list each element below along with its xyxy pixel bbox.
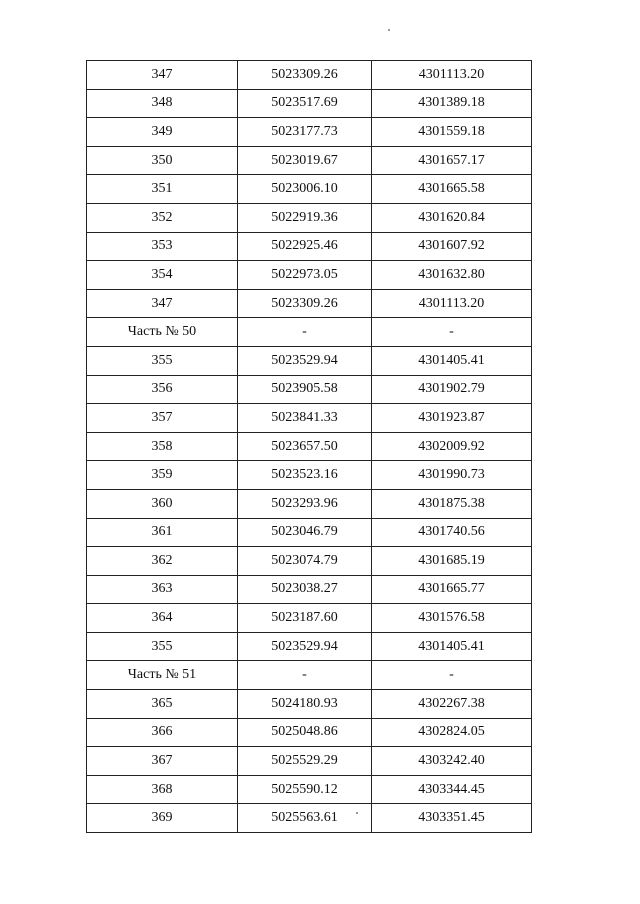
x-coordinate-cell: 5023529.94 <box>238 346 372 375</box>
x-coordinate-cell: 5023517.69 <box>238 89 372 118</box>
y-coordinate-cell: 4301902.79 <box>372 375 532 404</box>
y-coordinate-cell: 4301389.18 <box>372 89 532 118</box>
x-coordinate-cell: - <box>238 661 372 690</box>
point-number-cell: 352 <box>87 203 238 232</box>
y-coordinate-cell: 4301923.87 <box>372 404 532 433</box>
x-coordinate-cell: 5022973.05 <box>238 261 372 290</box>
point-number-cell: 349 <box>87 118 238 147</box>
y-coordinate-cell: 4301405.41 <box>372 632 532 661</box>
y-coordinate-cell: 4301576.58 <box>372 604 532 633</box>
point-number-cell: 368 <box>87 775 238 804</box>
point-number-cell: 351 <box>87 175 238 204</box>
x-coordinate-cell: 5025048.86 <box>238 718 372 747</box>
x-coordinate-cell: - <box>238 318 372 347</box>
table-row <box>87 89 532 118</box>
x-coordinate-cell: 5025590.12 <box>238 775 372 804</box>
scan-speck <box>356 812 358 814</box>
y-coordinate-cell: 4301620.84 <box>372 203 532 232</box>
x-coordinate-cell: 5023309.26 <box>238 61 372 90</box>
table-row <box>87 404 532 433</box>
point-number-cell: 366 <box>87 718 238 747</box>
point-number-cell: 369 <box>87 804 238 833</box>
point-number-cell: 354 <box>87 261 238 290</box>
point-number-cell: 356 <box>87 375 238 404</box>
y-coordinate-cell: 4303242.40 <box>372 747 532 776</box>
table-row <box>87 318 532 347</box>
x-coordinate-cell: 5023038.27 <box>238 575 372 604</box>
y-coordinate-cell: 4301665.58 <box>372 175 532 204</box>
y-coordinate-cell: 4301685.19 <box>372 547 532 576</box>
table-row <box>87 289 532 318</box>
x-coordinate-cell: 5023841.33 <box>238 404 372 433</box>
y-coordinate-cell: 4301990.73 <box>372 461 532 490</box>
point-number-cell: 347 <box>87 61 238 90</box>
point-number-cell: 360 <box>87 489 238 518</box>
x-coordinate-cell: 5022925.46 <box>238 232 372 261</box>
y-coordinate-cell: 4302824.05 <box>372 718 532 747</box>
point-number-cell: 350 <box>87 146 238 175</box>
table-row <box>87 747 532 776</box>
table-row <box>87 375 532 404</box>
point-number-cell: 363 <box>87 575 238 604</box>
point-number-cell: 347 <box>87 289 238 318</box>
point-number-cell: 348 <box>87 89 238 118</box>
point-number-cell: Часть № 50 <box>87 318 238 347</box>
table-row <box>87 604 532 633</box>
scan-speck <box>388 29 390 31</box>
point-number-cell: 364 <box>87 604 238 633</box>
x-coordinate-cell: 5023523.16 <box>238 461 372 490</box>
y-coordinate-cell: 4301665.77 <box>372 575 532 604</box>
y-coordinate-cell: 4301740.56 <box>372 518 532 547</box>
y-coordinate-cell: 4303344.45 <box>372 775 532 804</box>
table-row <box>87 632 532 661</box>
y-coordinate-cell: - <box>372 318 532 347</box>
point-number-cell: 355 <box>87 632 238 661</box>
x-coordinate-cell: 5023046.79 <box>238 518 372 547</box>
y-coordinate-cell: 4301657.17 <box>372 146 532 175</box>
table-row <box>87 232 532 261</box>
y-coordinate-cell: 4301405.41 <box>372 346 532 375</box>
y-coordinate-cell: 4301113.20 <box>372 61 532 90</box>
table-row <box>87 547 532 576</box>
point-number-cell: 359 <box>87 461 238 490</box>
table-row <box>87 575 532 604</box>
y-coordinate-cell: 4301607.92 <box>372 232 532 261</box>
coordinates-table-body <box>87 61 532 833</box>
y-coordinate-cell: 4302267.38 <box>372 690 532 719</box>
table-row <box>87 461 532 490</box>
point-number-cell: 365 <box>87 690 238 719</box>
y-coordinate-cell: 4303351.45 <box>372 804 532 833</box>
y-coordinate-cell: 4302009.92 <box>372 432 532 461</box>
x-coordinate-cell: 5023177.73 <box>238 118 372 147</box>
point-number-cell: Часть № 51 <box>87 661 238 690</box>
x-coordinate-cell: 5024180.93 <box>238 690 372 719</box>
x-coordinate-cell: 5023657.50 <box>238 432 372 461</box>
x-coordinate-cell: 5023529.94 <box>238 632 372 661</box>
x-coordinate-cell: 5023074.79 <box>238 547 372 576</box>
table-row <box>87 661 532 690</box>
table-row <box>87 718 532 747</box>
x-coordinate-cell: 5023187.60 <box>238 604 372 633</box>
table-row <box>87 203 532 232</box>
table-row <box>87 690 532 719</box>
point-number-cell: 367 <box>87 747 238 776</box>
coordinates-table <box>86 60 532 833</box>
y-coordinate-cell: 4301632.80 <box>372 261 532 290</box>
table-row <box>87 261 532 290</box>
table-row <box>87 775 532 804</box>
point-number-cell: 362 <box>87 547 238 576</box>
table-row <box>87 118 532 147</box>
y-coordinate-cell: - <box>372 661 532 690</box>
table-row <box>87 432 532 461</box>
table-row <box>87 346 532 375</box>
point-number-cell: 358 <box>87 432 238 461</box>
point-number-cell: 361 <box>87 518 238 547</box>
x-coordinate-cell: 5023905.58 <box>238 375 372 404</box>
table-row <box>87 61 532 90</box>
table-row <box>87 175 532 204</box>
table-row <box>87 146 532 175</box>
point-number-cell: 353 <box>87 232 238 261</box>
x-coordinate-cell: 5025563.61 <box>238 804 372 833</box>
x-coordinate-cell: 5023019.67 <box>238 146 372 175</box>
x-coordinate-cell: 5023293.96 <box>238 489 372 518</box>
y-coordinate-cell: 4301559.18 <box>372 118 532 147</box>
table-row <box>87 518 532 547</box>
table-row <box>87 489 532 518</box>
y-coordinate-cell: 4301113.20 <box>372 289 532 318</box>
table-row <box>87 804 532 833</box>
point-number-cell: 357 <box>87 404 238 433</box>
point-number-cell: 355 <box>87 346 238 375</box>
x-coordinate-cell: 5022919.36 <box>238 203 372 232</box>
x-coordinate-cell: 5023006.10 <box>238 175 372 204</box>
y-coordinate-cell: 4301875.38 <box>372 489 532 518</box>
x-coordinate-cell: 5023309.26 <box>238 289 372 318</box>
x-coordinate-cell: 5025529.29 <box>238 747 372 776</box>
